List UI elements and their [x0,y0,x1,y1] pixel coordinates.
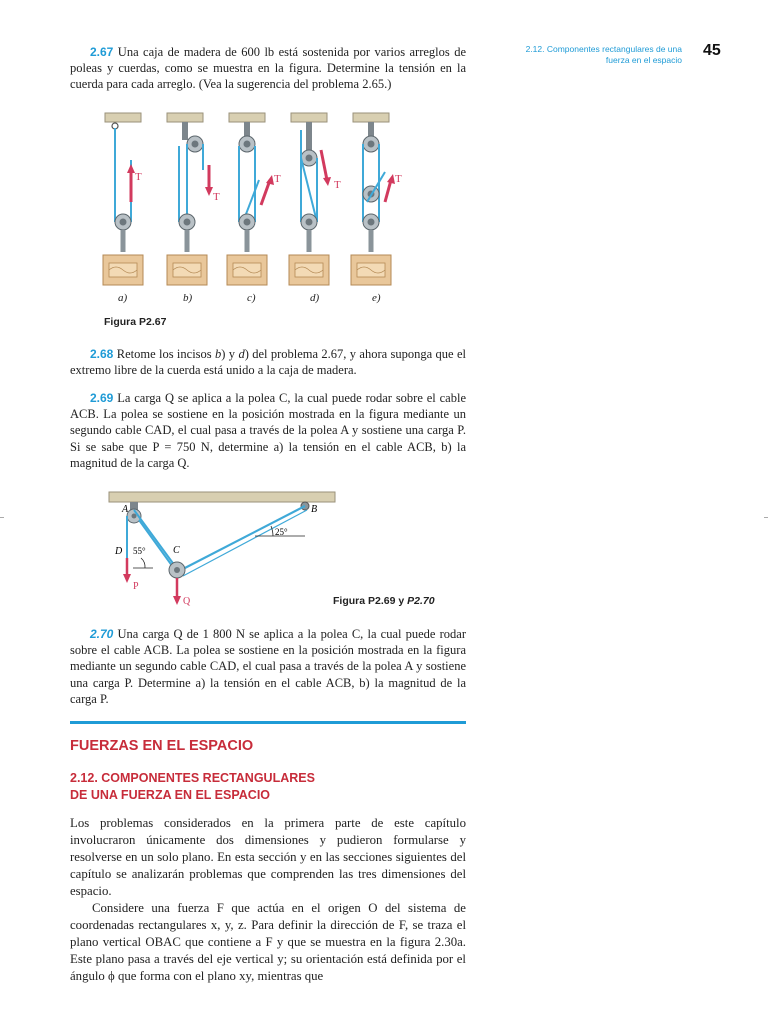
arrangement-e [351,113,395,285]
force-label-d: T [334,179,341,191]
label-B: B [311,504,318,515]
arrangement-a [103,113,143,285]
arrangement-b [167,113,213,285]
page-number: 45 [703,42,721,59]
sublabel-b: b) [183,292,193,304]
force-label-c: T [274,173,281,185]
running-title-line1: 2.12. Componentes rectangulares de una [525,44,682,54]
sublabel-a: a) [118,292,128,304]
sublabel-d: d) [310,292,320,304]
figure-p2-67 [95,110,415,300]
problem-text: Una caja de madera de 600 lb está sostenida por varios arreglos de poleas y cuerdas, como se muestra en la figura. Determine la tensión en la cuerda para cada arreglo. (Vea la sugerencia del problema 2.65.) [70,45,467,92]
subsection-title: 2.12. COMPONENTES RECTANGULARES DE UNA FUERZA EN EL ESPACIO [70,771,315,802]
figure-caption-p2-69: Figura P2.69 y P2.70 [333,595,435,607]
running-title-line2: fuerza en el espacio [605,55,682,65]
label-D: D [115,546,123,557]
angle-25-label: 25° [275,527,288,537]
label-C: C [173,545,180,556]
problem-number: 2.67 [90,45,114,59]
body-paragraph-2: Considere una fuerza F que actúa en el origen O del sistema de coordenadas rectangulares x, y, z. Para definir la dirección de F, se traza el plano vertical OBAC que contiene a F y que se muestra en la figura 2.30a. Este plano pasa a través del eje vertical y; su orientación está definida por el ángulo ϕ que forma con el plano xy, mientras que [70,901,466,983]
problem-number: 2.70 [90,627,114,641]
angle-55-label: 55° [133,546,146,556]
label-A: A [122,504,129,515]
problem-2-69 [70,390,466,471]
body-paragraph-1: Los problemas considerados en la primera parte de este capítulo involucraron únicamente dos dimensiones y pudieron formularse y resolverse en un solo plano. En esta sección y en las secciones siguientes del capítulo se analizarán problemas que comprenden las tres dimensiones del espacio. [70,816,466,898]
sublabel-c: c) [247,292,256,304]
figure-p2-69 [105,488,345,613]
force-label-e: T [395,173,402,185]
problem-number: 2.68 [90,347,114,361]
force-label-a: T [135,171,142,183]
running-header [482,44,682,66]
problem-number: 2.69 [90,391,114,405]
section-divider [70,721,466,724]
problem-text: La carga Q se aplica a la polea C, la cual puede rodar sobre el cable ACB. La polea se sostiene en la posición mostrada en la figura mediante un segundo cable CAD, el cual pasa a través de la polea A y sostiene una carga P. Si se sabe que P = 750 N, determine a) la tensión en el cable ACB, b) la magnitud de la carga Q. [70,391,466,470]
section-title: FUERZAS EN EL ESPACIO [70,738,254,754]
arrangement-c [227,113,274,285]
label-P: P [133,581,139,592]
arrangement-d [289,113,331,285]
problem-2-67 [70,44,466,93]
label-Q: Q [183,596,191,607]
problem-text: Una carga Q de 1 800 N se aplica a la polea C, la cual puede rodar sobre el cable ACB. La polea se sostiene en la posición mostrada en la figura mediante un segundo cable CAD, el cual pasa a través de la polea A y sostiene una carga P. Determine a) la tensión en el cable ACB, b) la magnitud de la carga P. [70,627,467,706]
figure-caption-p2-67: Figura P2.67 [104,316,167,328]
margin-mark-left [0,517,4,518]
problem-2-70 [70,626,466,707]
margin-mark-right [764,517,768,518]
force-label-b: T [213,191,220,203]
problem-2-68: 2.68 Retome los incisos b) y d) del problema 2.67, y ahora suponga que el extremo libre de la cuerda está unido a la caja de madera. [70,347,466,378]
sublabel-e: e) [372,292,381,304]
